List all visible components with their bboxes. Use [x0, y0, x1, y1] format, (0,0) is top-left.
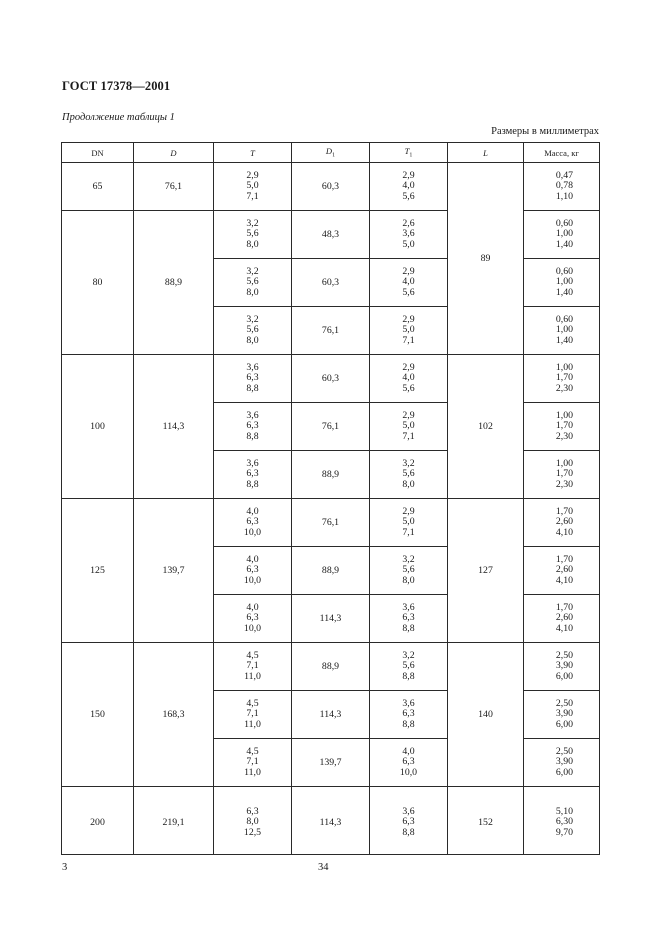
cell-mass-value: 2,30: [555, 430, 573, 442]
cell-t-value: 11,0: [244, 718, 261, 730]
cell-mass: [524, 307, 600, 355]
cell-mass-value: 0,78: [555, 180, 573, 192]
cell-mass-value: 1,40: [555, 286, 573, 298]
cell-d1: 88,9: [292, 643, 370, 691]
cell-mass-value: 1,70: [555, 372, 573, 384]
cell-d: 114,3: [134, 355, 214, 499]
cell-t-value: 6,3: [246, 372, 259, 384]
cell-t-value: 8,8: [246, 382, 259, 394]
cell-t: [214, 691, 292, 739]
cell-dn: 80: [62, 211, 134, 355]
cell-t-value: 3,2: [246, 217, 259, 229]
cell-t1-value: 5,0: [402, 420, 415, 432]
cell-mass-value: 2,60: [555, 612, 573, 624]
cell-t-value: 8,0: [246, 238, 259, 250]
table-row: [62, 355, 600, 403]
cell-mass: [524, 595, 600, 643]
cell-t1: [370, 595, 448, 643]
cell-t1-value: 5,6: [402, 286, 415, 298]
cell-t1-value: 2,9: [402, 361, 415, 373]
cell-mass: [524, 259, 600, 307]
cell-t: [214, 163, 292, 211]
table-row: [62, 163, 600, 211]
cell-t: [214, 547, 292, 595]
cell-mass-value: 1,40: [555, 334, 573, 346]
cell-t1-value: 4,0: [402, 276, 415, 288]
cell-t: [214, 307, 292, 355]
cell-mass-value: 6,30: [555, 816, 573, 828]
cell-t1-value: 3,6: [402, 697, 415, 709]
cell-mass-value: 2,50: [555, 745, 573, 757]
cell-d1: 114,3: [292, 595, 370, 643]
cell-t-value: 2,9: [246, 169, 259, 181]
cell-t1-value: 5,0: [402, 238, 415, 250]
cell-dn: 150: [62, 643, 134, 787]
cell-t-value: 8,8: [246, 478, 259, 490]
cell-mass-value: 1,70: [555, 505, 573, 517]
cell-t1: [370, 691, 448, 739]
cell-t: [214, 403, 292, 451]
cell-dn: 200: [62, 787, 134, 855]
document-title: ГОСТ 17378—2001: [62, 79, 171, 93]
cell-mass-value: 1,70: [555, 553, 573, 565]
cell-t1-value: 5,0: [402, 516, 415, 528]
cell-t1-value: 5,0: [402, 324, 415, 336]
cell-mass: [524, 403, 600, 451]
cell-l: 127: [448, 499, 524, 643]
cell-t1-value: 3,6: [402, 601, 415, 613]
cell-mass: [524, 499, 600, 547]
cell-mass-value: 4,10: [555, 526, 573, 538]
cell-d: 88,9: [134, 211, 214, 355]
cell-t1: [370, 643, 448, 691]
cell-t-value: 10,0: [243, 526, 262, 538]
cell-t-value: 6,3: [246, 805, 259, 817]
header-t: [214, 143, 292, 163]
cell-d: 168,3: [134, 643, 214, 787]
cell-t1: [370, 163, 448, 211]
cell-t1: [370, 403, 448, 451]
cell-t1-value: 6,3: [402, 816, 415, 828]
cell-mass: [524, 643, 600, 691]
cell-mass-value: 1,70: [555, 601, 573, 613]
cell-t1: [370, 307, 448, 355]
cell-mass-value: 1,10: [555, 190, 573, 202]
cell-d: 139,7: [134, 499, 214, 643]
cell-t1-value: 8,8: [402, 826, 415, 838]
header-d1-subscript: 1: [332, 152, 336, 159]
cell-t-value: 8,0: [246, 334, 259, 346]
cell-dn: 125: [62, 499, 134, 643]
cell-t-value: 3,6: [246, 361, 259, 373]
cell-t1-value: 2,9: [402, 409, 415, 421]
cell-mass-value: 1,00: [555, 228, 573, 240]
cell-t: [214, 499, 292, 547]
units-note: Размеры в миллиметрах: [491, 126, 599, 137]
cell-t1-value: 5,6: [402, 382, 415, 394]
header-l-label: L: [483, 147, 488, 158]
cell-t-value: 5,6: [246, 324, 259, 336]
cell-t-value: 8,0: [246, 816, 259, 828]
dimensions-table: [61, 142, 600, 855]
cell-l: 140: [448, 643, 524, 787]
cell-mass-value: 5,10: [555, 805, 573, 817]
cell-t-value: 3,2: [246, 265, 259, 277]
cell-t-value: 4,5: [246, 745, 259, 757]
cell-t1-value: 7,1: [402, 526, 415, 538]
table-row: [62, 499, 600, 547]
cell-mass-value: 2,50: [555, 649, 573, 661]
cell-t1-value: 4,0: [402, 745, 415, 757]
cell-t1-value: 6,3: [402, 612, 415, 624]
cell-mass: [524, 211, 600, 259]
header-d1: [292, 143, 370, 163]
cell-t1-value: 2,9: [402, 169, 415, 181]
cell-t-value: 7,1: [246, 660, 259, 672]
cell-t: [214, 451, 292, 499]
header-l: [448, 143, 524, 163]
cell-t: [214, 211, 292, 259]
cell-mass-value: 1,00: [555, 457, 573, 469]
cell-t1-value: 5,6: [402, 190, 415, 202]
cell-t1: [370, 355, 448, 403]
page-number: 3: [62, 862, 68, 873]
cell-t-value: 5,6: [246, 228, 259, 240]
cell-t-value: 4,0: [246, 553, 259, 565]
cell-mass-value: 3,90: [555, 756, 573, 768]
cell-t-value: 6,3: [246, 564, 259, 576]
cell-t-value: 11,0: [244, 766, 261, 778]
header-d-label: D: [170, 147, 177, 158]
cell-t-value: 11,0: [244, 670, 261, 682]
cell-t1-value: 8,8: [402, 670, 415, 682]
cell-t-value: 4,0: [246, 601, 259, 613]
cell-t: [214, 643, 292, 691]
cell-t-value: 6,3: [246, 612, 259, 624]
cell-mass: [524, 355, 600, 403]
cell-t: [214, 595, 292, 643]
cell-t1-value: 3,2: [402, 649, 415, 661]
cell-mass-value: 0,60: [555, 265, 573, 277]
cell-d1: 114,3: [292, 691, 370, 739]
cell-t-value: 3,6: [246, 409, 259, 421]
cell-t-value: 6,3: [246, 516, 259, 528]
cell-t1-value: 8,0: [402, 478, 415, 490]
cell-t1-value: 3,2: [402, 553, 415, 565]
cell-mass-value: 2,60: [555, 516, 573, 528]
cell-t1: [370, 451, 448, 499]
cell-t1-value: 6,3: [402, 708, 415, 720]
cell-mass-value: 2,60: [555, 564, 573, 576]
cell-t1-value: 3,6: [402, 228, 415, 240]
cell-t1-value: 4,0: [402, 372, 415, 384]
cell-t-value: 8,0: [246, 286, 259, 298]
cell-t-value: 3,2: [246, 313, 259, 325]
cell-mass: [524, 547, 600, 595]
cell-mass-value: 0,60: [555, 217, 573, 229]
cell-t1-value: 2,9: [402, 265, 415, 277]
cell-mass: [524, 691, 600, 739]
cell-mass-value: 1,00: [555, 409, 573, 421]
cell-t1: [370, 499, 448, 547]
cell-t1: [370, 211, 448, 259]
cell-mass-value: 2,30: [555, 478, 573, 490]
cell-mass-value: 3,90: [555, 660, 573, 672]
cell-t: [214, 259, 292, 307]
cell-mass-value: 2,50: [555, 697, 573, 709]
cell-d: 219,1: [134, 787, 214, 855]
cell-d1: 88,9: [292, 451, 370, 499]
cell-mass: [524, 787, 600, 855]
cell-t-value: 5,6: [246, 276, 259, 288]
cell-t1-value: 8,8: [402, 622, 415, 634]
cell-t-value: 3,6: [246, 457, 259, 469]
cell-l: 89: [448, 163, 524, 355]
cell-t1-value: 4,0: [402, 180, 415, 192]
cell-mass-value: 3,90: [555, 708, 573, 720]
cell-l: 152: [448, 787, 524, 855]
cell-t-value: 6,3: [246, 468, 259, 480]
cell-t1-value: 3,6: [402, 805, 415, 817]
cell-mass: [524, 739, 600, 787]
cell-mass-value: 4,10: [555, 622, 573, 634]
cell-d1: 139,7: [292, 739, 370, 787]
cell-t-value: 10,0: [243, 574, 262, 586]
cell-mass-value: 6,00: [555, 718, 573, 730]
cell-mass: [524, 163, 600, 211]
cell-l: 102: [448, 355, 524, 499]
cell-t-value: 6,3: [246, 420, 259, 432]
cell-mass-value: 1,00: [555, 324, 573, 336]
cell-mass-value: 0,47: [555, 169, 573, 181]
cell-mass-value: 6,00: [555, 670, 573, 682]
cell-t1-value: 5,6: [402, 564, 415, 576]
cell-t-value: 12,5: [243, 826, 262, 838]
table-row: [62, 643, 600, 691]
table-header-row: [62, 143, 600, 163]
header-d: [134, 143, 214, 163]
cell-mass-value: 1,70: [555, 468, 573, 480]
cell-t1-value: 8,0: [402, 574, 415, 586]
cell-t1: [370, 739, 448, 787]
cell-d1: 48,3: [292, 211, 370, 259]
cell-d: 76,1: [134, 163, 214, 211]
cell-t-value: 10,0: [243, 622, 262, 634]
cell-t-value: 5,0: [246, 180, 259, 192]
header-mass: Масса, кг: [524, 143, 600, 163]
cell-t-value: 8,8: [246, 430, 259, 442]
cell-mass-value: 2,30: [555, 382, 573, 394]
cell-mass-value: 9,70: [555, 826, 573, 838]
header-t-label: T: [250, 147, 255, 158]
cell-t1-value: 5,6: [402, 660, 415, 672]
header-d1-label: D: [325, 146, 333, 157]
cell-mass-value: 4,10: [555, 574, 573, 586]
cell-t: [214, 787, 292, 855]
header-t1-subscript: 1: [409, 152, 413, 159]
cell-t-value: 7,1: [246, 190, 259, 202]
cell-t: [214, 739, 292, 787]
cell-t1-value: 7,1: [402, 430, 415, 442]
table-caption: Продолжение таблицы 1: [62, 112, 175, 123]
cell-t-value: 7,1: [246, 708, 259, 720]
cell-t-value: 4,5: [246, 649, 259, 661]
cell-mass-value: 1,00: [555, 361, 573, 373]
cell-t1: [370, 547, 448, 595]
cell-t1-value: 8,8: [402, 718, 415, 730]
cell-d1: 76,1: [292, 499, 370, 547]
table-row: [62, 787, 600, 855]
header-t1-label: T: [404, 146, 410, 157]
cell-d1: 60,3: [292, 355, 370, 403]
cell-mass-value: 1,00: [555, 276, 573, 288]
cell-d1: 60,3: [292, 259, 370, 307]
table-body: [62, 163, 600, 855]
header-dn: DN: [62, 143, 134, 163]
cell-t-value: 7,1: [246, 756, 259, 768]
cell-t1-value: 2,9: [402, 313, 415, 325]
cell-t-value: 4,5: [246, 697, 259, 709]
cell-d1: 60,3: [292, 163, 370, 211]
cell-t1-value: 2,6: [402, 217, 415, 229]
cell-t1-value: 10,0: [399, 766, 418, 778]
sheet-number: 34: [318, 862, 329, 873]
cell-t1-value: 3,2: [402, 457, 415, 469]
cell-t1-value: 6,3: [402, 756, 415, 768]
cell-d1: 76,1: [292, 307, 370, 355]
cell-mass-value: 6,00: [555, 766, 573, 778]
header-t1: [370, 143, 448, 163]
cell-dn: 65: [62, 163, 134, 211]
cell-mass-value: 1,40: [555, 238, 573, 250]
cell-mass-value: 0,60: [555, 313, 573, 325]
cell-mass-value: 1,70: [555, 420, 573, 432]
cell-d1: 88,9: [292, 547, 370, 595]
cell-d1: 114,3: [292, 787, 370, 855]
cell-t1: [370, 259, 448, 307]
cell-t1-value: 5,6: [402, 468, 415, 480]
cell-dn: 100: [62, 355, 134, 499]
cell-t1-value: 2,9: [402, 505, 415, 517]
cell-t1-value: 7,1: [402, 334, 415, 346]
cell-t1: [370, 787, 448, 855]
cell-d1: 76,1: [292, 403, 370, 451]
cell-t-value: 4,0: [246, 505, 259, 517]
cell-t: [214, 355, 292, 403]
cell-mass: [524, 451, 600, 499]
